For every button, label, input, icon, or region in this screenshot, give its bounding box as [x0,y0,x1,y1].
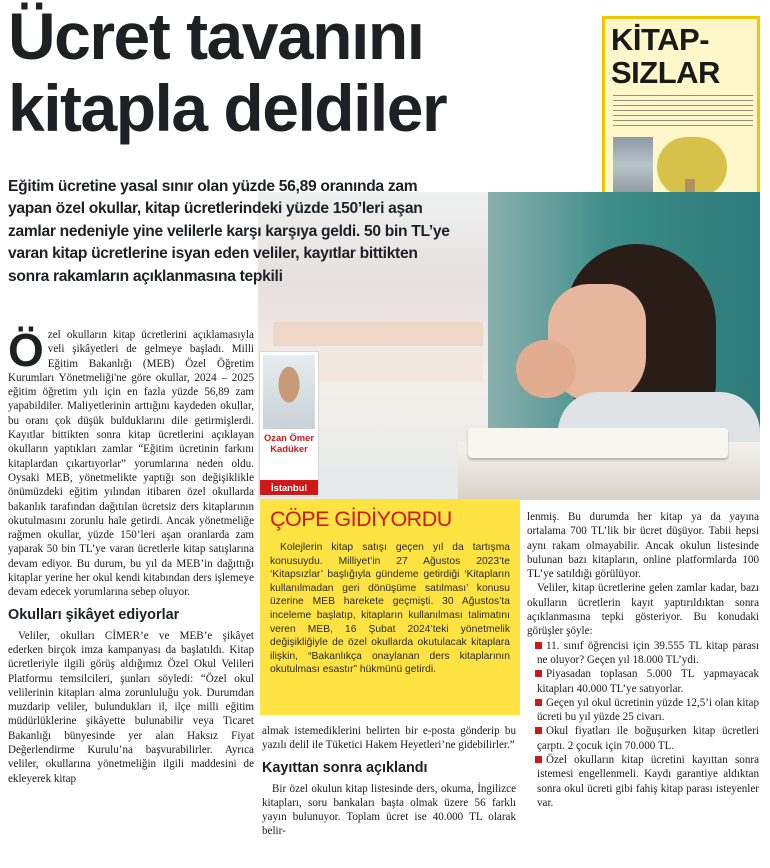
drop-cap: Ö [8,324,44,376]
quote-bullet [527,753,759,810]
paragraph-text: zel okulların kitap ücretlerini açıklamasıyla veli şikâyetleri de gelmeye başladı. Milli Eğitim Bakanlığı (MEB) Özel Öğretim Kurumları Yönetmeliği'ne göre okullar, 2024 – 2025 eğitim öğretim yılı için en fazla yüzde 56,89 zam yapabildiler. Maliyetlerinin arttığını kaydeden okullar, bu oranı çok düşük bulduklarını dile getirmişlerdi. Kayıtlar bittikten sonra kitap ücretlerini açıklayan okulların yaptıkları zamlar “Eğitim ücretinin farkını kitaplardan çıkartıyorlar” yorumlarına neden oldu. Oysaki MEB, yönetmelikte yaptığı son değişiklikle önümüzdeki eğitim yılından itibaren özel okullarda bakanlık tarafından dağıtılan ücretsiz ders kitaplarının okutulmasını zorunlu hale getirdi. Ancak yönetmeliğe rağmen okullar, yüzde 150’leri aşan oranlarda zam yaparak 50 bin TL’ye varan ücretlerle kitap satışlarına devam ediyor. Bu durum, bu yıl da MEB’in dağıttığı kitaplar yerine her okul kendi kitabından ders işlemeye devam edecek yorumlarına sebep oluyor. [8,329,254,599]
quote-bullet [527,639,759,668]
girl-hand [516,340,576,398]
article-paragraph: lenmiş. Bu durumda her kitap ya da yayına ortalama 700 TL’lik bir ücret düşüyor. Tabii hepsi aynı rakam olmayabilir. Ancak okulun listesinde bulunan bazı kitapların, online platformlarda 100 TL’ye satıldığı görülüyor. [527,511,759,581]
author-photo [263,355,315,429]
kitapsizlar-logo-line-2: SIZLAR [611,55,720,90]
lead-paragraph: Eğitim ücretine yasal sınır olan yüzde 56,89 oranında zam yapan özel okullar, kitap ücretlerindeki yüzde 150’leri aşan zamlar nedeniyle yine velilerle karşı karşıya geldi. 50 bin TL’ye varan kitap ücretlerine isyan eden veliler, kayıtlar bittikten sonra rakamların açıklanmasına tepkili [8,178,450,285]
article-paragraph: Veliler, kitap ücretlerine gelen zamlar kadar, bazı okulların ücretlerin kayıt yaptırıldıktan sonra açıklanmasına tepki gösteriyor. Bu konudaki görüşler şöyle: [527,582,759,638]
quote-text: Geçen yıl okul ücretinin yüzde 12,5’i olan kitap ücreti bu yıl yüzde 25 civarı. [537,696,759,724]
author-city: İstanbul [260,480,318,495]
quote-bullet [527,696,759,725]
thumbnail-text-lines [613,95,753,129]
book-spine [273,322,483,346]
article-paragraph: Bir özel okulun kitap listesinde ders, okuma, İngilizce kitapları, soru bankaları başta olmak üzere 56 farklı yayın bulunuyor. Toplam ücret ise 40.000 TL olarak belir- [262,782,516,838]
article-paragraph: Veliler, okulları CİMER’e ve MEB’e şikâyet ederken birçok imza kampanyası da başlatıldı. Kitap ücretleriyle ilgili görüş aldığımız Özel Okul Velileri Platformu temsilcileri, şunları söyledi: “Özel okul velilerinin kitapları alma zorunluluğu yok. Durumdan muzdarip veliler, bulundukları il, ilçe milli eğitim müdürlüklerine şikâyette bulunabilir veya Ticaret Bakanlığı bünyesinde yer alan Haksız Fiyat Değerlendirme Kurulu’na başvurabilirler. Ayrıca veliler, okullarına yönetmeliğin ilgili maddesini de ekleyerek kitap [8,629,254,785]
quote-text: Piyasadan toplasan 5.000 TL yapmayacak kitapları 40.000 TL’ye satıyorlar. [537,668,759,695]
subheading-complaints: Okulları şikâyet ediyorlar [8,606,180,623]
quote-bullet [527,724,759,753]
open-book [468,428,728,458]
quote-text: 11. sınıf öğrencisi için 39.555 TL kitap parası ne oluyor? Geçen yıl 18.000 TL’ydi. [537,639,759,666]
headline [8,0,598,144]
quote-text: Okul fiyatları ile boğuşurken kitap ücretleri çarptı. 2 çocuk için 70.000 TL. [537,725,759,752]
subheading-announced-after-registration: Kayıttan sonra açıklandı [262,759,428,776]
kitapsizlar-logo-line-1: KİTAP- [611,22,710,57]
article-paragraph [8,324,254,600]
sidebar-box-paragraph: Kolejlerin kitap satışı geçen yıl da tartışma konusuydu. Milliyet’in 27 Ağustos 2023’te ‘Kitapsızlar’ başlığıyla gündeme getirdiği ‘Kitapların kullanılmadan geri dönüşüme satılması’ konusu üzerine MEB harekete geçmişti. 30 Ağustos’ta inceleme başlatıp, kitapların kullanılması talimatını veren MEB, 16 Şubat 2024’teki yönetmelik değişikliğiyle de özel okullarda okutulacak kitaplara ilişkin, “Bakanlıkça onaylanan ders kitaplarının okutulması esastır” hükmünü getirdi. [270,542,510,676]
sidebar-box-text [270,541,510,677]
sidebar-box-title: ÇÖPE GİDİYORDU [270,507,452,531]
author-byline [259,351,319,497]
article-column-2 [262,724,516,839]
article-paragraph: almak istemediklerini belirten bir e-posta gönderip bu yazılı delil ile Tüketici Hakem Heyetleri’ne gidebilirler.” [262,725,516,752]
article-column-3 [527,510,759,810]
kitapsizlar-logo [611,23,720,89]
headline-line-2: kitapla deldiler [8,71,447,145]
author-name: Ozan Ömer Kadüker [263,432,314,454]
headline-line-1: Ücret tavanını [8,0,424,73]
sidebar-box [260,499,520,715]
quote-bullet [527,667,759,696]
article-column-1 [8,324,254,786]
quote-text: Özel okulların kitap ücretini kayıttan sonra istemesi engellenmeli. Kaydı garantiye aldıktan sonra okul ücreti gibi fahiş kitap parası isteyenler var. [537,754,759,809]
